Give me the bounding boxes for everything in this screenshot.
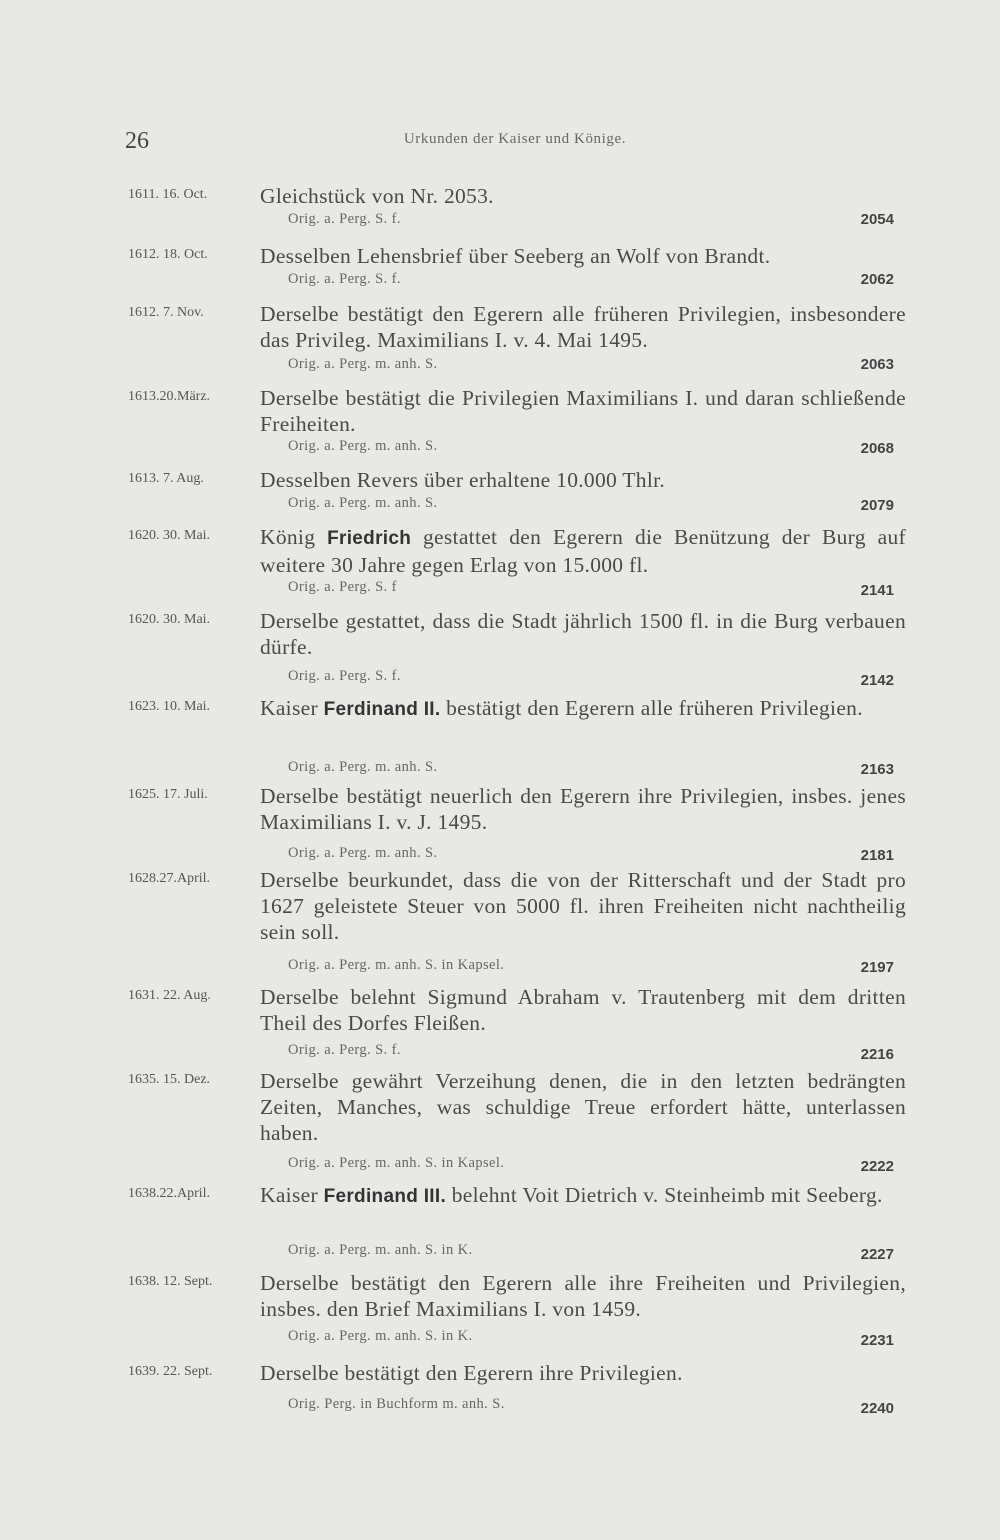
entry-date: 1625. 17. Juli. xyxy=(128,787,208,802)
entry-number: 2063 xyxy=(860,356,894,373)
page-header xyxy=(125,126,905,156)
entry-source: Orig. a. Perg. S. f. xyxy=(288,211,401,227)
entry-number: 2216 xyxy=(860,1046,894,1063)
entry-date: 1635. 15. Dez. xyxy=(128,1072,211,1087)
entry-number: 2141 xyxy=(860,582,894,599)
entry-date: 1620. 30. Mai. xyxy=(128,612,211,627)
entry-number: 2062 xyxy=(860,271,894,288)
entry-source: Orig. a. Perg. m. anh. S. in Kapsel. xyxy=(288,957,505,973)
entry-date: 1620. 30. Mai. xyxy=(128,528,211,543)
entry-source: Orig. a. Perg. S. f. xyxy=(288,668,401,684)
entry-date: 1628.27.April. xyxy=(128,871,211,886)
entry-text: Derselbe bestätigt die Privilegien Maximilians I. und daran schließende Freiheiten. xyxy=(260,386,906,436)
entry-text: Derselbe bestätigt den Egerern alle früheren Privilegien, insbesondere das Privileg. Maximilians I. v. 4. Mai 1495. xyxy=(260,302,906,352)
entry-source: Orig. a. Perg. m. anh. S. in Kapsel. xyxy=(288,1155,505,1171)
entry-text: Kaiser Ferdinand III. belehnt Voit Dietrich v. Steinheimb mit Seeberg. xyxy=(260,1183,883,1207)
entry-date: 1613.20.März. xyxy=(128,389,211,404)
entry-source: Orig. a. Perg. S. f. xyxy=(288,1042,401,1058)
entry-number: 2197 xyxy=(860,959,894,976)
entry-text: Derselbe gewährt Verzeihung denen, die in den letzten bedrängten Zeiten, Manches, was schuldige Treue erfordert hätte, unterlassen haben. xyxy=(260,1069,906,1145)
entry-source: Orig. a. Perg. S. f. xyxy=(288,271,401,287)
entry-number: 2240 xyxy=(860,1400,894,1417)
entry-number: 2163 xyxy=(860,761,894,778)
page-number: 26 xyxy=(125,128,149,154)
entry-number: 2054 xyxy=(860,211,894,228)
entry-date: 1612. 7. Nov. xyxy=(128,305,204,320)
entry-source: Orig. a. Perg. m. anh. S. xyxy=(288,845,438,861)
entry-date: 1613. 7. Aug. xyxy=(128,471,204,486)
entry-number: 2227 xyxy=(860,1246,894,1263)
entry-text: Derselbe belehnt Sigmund Abraham v. Trautenberg mit dem dritten Theil des Dorfes Fleißen. xyxy=(260,985,906,1035)
entry-number: 2079 xyxy=(860,497,894,514)
entry-source: Orig. a. Perg. m. anh. S. in K. xyxy=(288,1242,473,1258)
entry-number: 2142 xyxy=(860,672,894,689)
entry-source: Orig. a. Perg. m. anh. S. in K. xyxy=(288,1328,473,1344)
ruler-name: Ferdinand II. xyxy=(323,699,441,720)
entry-source: Orig. a. Perg. m. anh. S. xyxy=(288,759,438,775)
entry-date: 1638.22.April. xyxy=(128,1186,211,1201)
entry-source: Orig. a. Perg. m. anh. S. xyxy=(288,356,438,372)
entry-date: 1638. 12. Sept. xyxy=(128,1274,213,1289)
entry-text: Derselbe bestätigt den Egerern ihre Privilegien. xyxy=(260,1361,683,1385)
entry-text: Derselbe beurkundet, dass die von der Ritterschaft und der Stadt pro 1627 geleistete Steuer von 5000 fl. ihren Freiheiten nicht nachtheilig sein soll. xyxy=(260,868,906,944)
entry-text: Gleichstück von Nr. 2053. xyxy=(260,184,494,208)
entry-text: Derselbe gestattet, dass die Stadt jährlich 1500 fl. in die Burg verbauen dürfe. xyxy=(260,609,906,659)
entry-source: Orig. a. Perg. m. anh. S. xyxy=(288,438,438,454)
entry-text: Desselben Lehensbrief über Seeberg an Wolf von Brandt. xyxy=(260,244,771,268)
entry-source: Orig. a. Perg. m. anh. S. xyxy=(288,495,438,511)
entry-date: 1611. 16. Oct. xyxy=(128,187,208,202)
entry-text: Derselbe bestätigt neuerlich den Egerern ihre Privilegien, insbes. jenes Maximilians I. v. J. 1495. xyxy=(260,784,906,834)
ruler-name: Friedrich xyxy=(327,528,412,549)
entry-date: 1612. 18. Oct. xyxy=(128,247,208,262)
running-head: Urkunden der Kaiser und Könige. xyxy=(403,131,627,147)
entry-text: König Friedrich gestattet den Egerern die Benützung der Burg auf weitere 30 Jahre gegen Erlag von 15.000 fl. xyxy=(260,525,906,577)
entry-date: 1639. 22. Sept. xyxy=(128,1364,213,1379)
entry-date: 1623. 10. Mai. xyxy=(128,699,211,714)
entry-text: Kaiser Ferdinand II. bestätigt den Egerern alle früheren Privilegien. xyxy=(260,696,863,720)
entry-text: Desselben Revers über erhaltene 10.000 Thlr. xyxy=(260,468,666,492)
entry-text: Derselbe bestätigt den Egerern alle ihre Freiheiten und Privilegien, insbes. den Brief Maximilians I. von 1459. xyxy=(260,1271,906,1321)
entry-source: Orig. a. Perg. S. f xyxy=(288,579,397,595)
entry-number: 2181 xyxy=(860,847,894,864)
entry-source: Orig. Perg. in Buchform m. anh. S. xyxy=(288,1396,505,1412)
entry-date: 1631. 22. Aug. xyxy=(128,988,211,1003)
entry-number: 2231 xyxy=(860,1332,894,1349)
entry-number: 2222 xyxy=(860,1158,894,1175)
entry-number: 2068 xyxy=(860,440,894,457)
ruler-name: Ferdinand III. xyxy=(323,1186,447,1207)
